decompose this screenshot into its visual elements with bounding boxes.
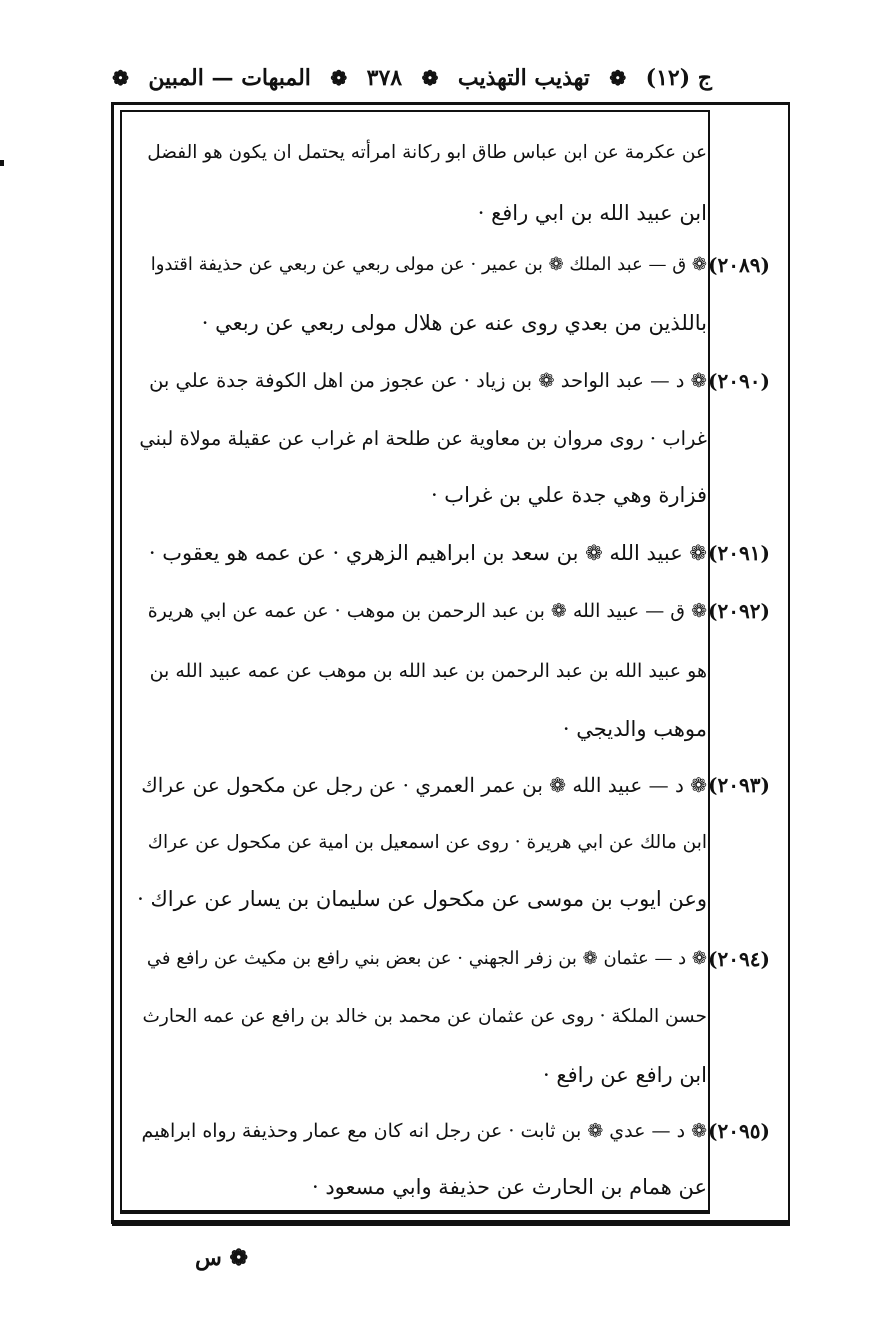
text-line: ❁ د — عبد الواحد ❁ بن زياد · عن عجوز من اهل الكوفة جدة علي بن bbox=[149, 369, 707, 392]
section-title: المبهات — المبين bbox=[148, 65, 311, 91]
ornament-icon: ❁ bbox=[609, 66, 627, 90]
text-line: وعن ايوب بن موسى عن مكحول عن سليمان بن يسار عن عراك · bbox=[137, 887, 707, 911]
volume-label: ج (١٢) bbox=[645, 65, 712, 91]
page-number: ٣٧٨ bbox=[366, 65, 403, 91]
text-line: ❁ عبيد الله ❁ بن سعد بن ابراهيم الزهري · عن عمه هو يعقوب · bbox=[148, 541, 707, 565]
text-line: ابن مالك عن ابي هريرة · روى عن اسمعيل بن امية عن مكحول عن عراك bbox=[147, 832, 707, 853]
margin-mark bbox=[0, 160, 4, 166]
text-line: عن همام بن الحارث عن حذيفة وابي مسعود · bbox=[311, 1175, 707, 1199]
text-line: موهب والديجي · bbox=[562, 717, 707, 741]
entry-number: (٢٠٩٣) bbox=[708, 773, 770, 797]
text-line: باللذين من بعدي روى عنه عن هلال مولى ربعي عن ربعي · bbox=[201, 311, 707, 335]
text-line: ❁ د — عبيد الله ❁ بن عمر العمري · عن رجل عن مكحول عن عراك bbox=[141, 773, 707, 797]
entry-number: (٢٠٩٠) bbox=[708, 369, 770, 393]
entry-number: (٢٠٩٤) bbox=[708, 947, 770, 971]
signature-mark: ❁ س bbox=[195, 1245, 248, 1271]
text-line: ❁ د — عدي ❁ بن ثابت · عن رجل انه كان مع عمار وحذيفة رواه ابراهيم bbox=[141, 1120, 707, 1142]
text-line: ❁ د — عثمان ❁ بن زفر الجهني · عن بعض بني رافع بن مكيث عن رافع في bbox=[146, 948, 707, 969]
text-line: عن عكرمة عن ابن عباس طاق ابو ركانة امرأته يحتمل ان يكون هو الفضل bbox=[147, 142, 707, 163]
text-line: ابن عبيد الله بن ابي رافع · bbox=[477, 201, 707, 225]
text-line: ابن رافع عن رافع · bbox=[543, 1063, 707, 1087]
text-line: حسن الملكة · روى عن عثمان عن محمد بن خالد بن رافع عن عمه الحارث bbox=[142, 1006, 707, 1027]
text-line: ❁ ق — عبد الملك ❁ بن عمير · عن مولى ربعي عن ربعي عن حذيفة اقتدوا bbox=[150, 254, 707, 275]
text-line: فزارة وهي جدة علي بن غراب · bbox=[430, 483, 707, 507]
entry-number: (٢٠٩٢) bbox=[708, 599, 770, 623]
running-header bbox=[112, 58, 712, 98]
text-line: ❁ ق — عبيد الله ❁ بن عبد الرحمن بن موهب · عن عمه عن ابي هريرة bbox=[147, 600, 707, 622]
entry-number: (٢٠٨٩) bbox=[708, 253, 770, 277]
page-frame-bottom-rule bbox=[112, 1220, 790, 1226]
ornament-icon: ❁ bbox=[330, 66, 348, 90]
text-line: غراب · روى مروان بن معاوية عن طلحة ام غراب عن عقيلة مولاة لبني bbox=[139, 427, 707, 450]
entry-number: (٢٠٩١) bbox=[708, 541, 770, 565]
ornament-icon: ❁ bbox=[112, 66, 129, 90]
entry-number: (٢٠٩٥) bbox=[708, 1119, 770, 1143]
ornament-icon: ❁ bbox=[421, 66, 439, 90]
book-title: تهذيب التهذيب bbox=[457, 65, 590, 91]
text-line: هو عبيد الله بن عبد الرحمن بن عبد الله بن موهب عن عمه عبيد الله بن bbox=[149, 660, 707, 682]
